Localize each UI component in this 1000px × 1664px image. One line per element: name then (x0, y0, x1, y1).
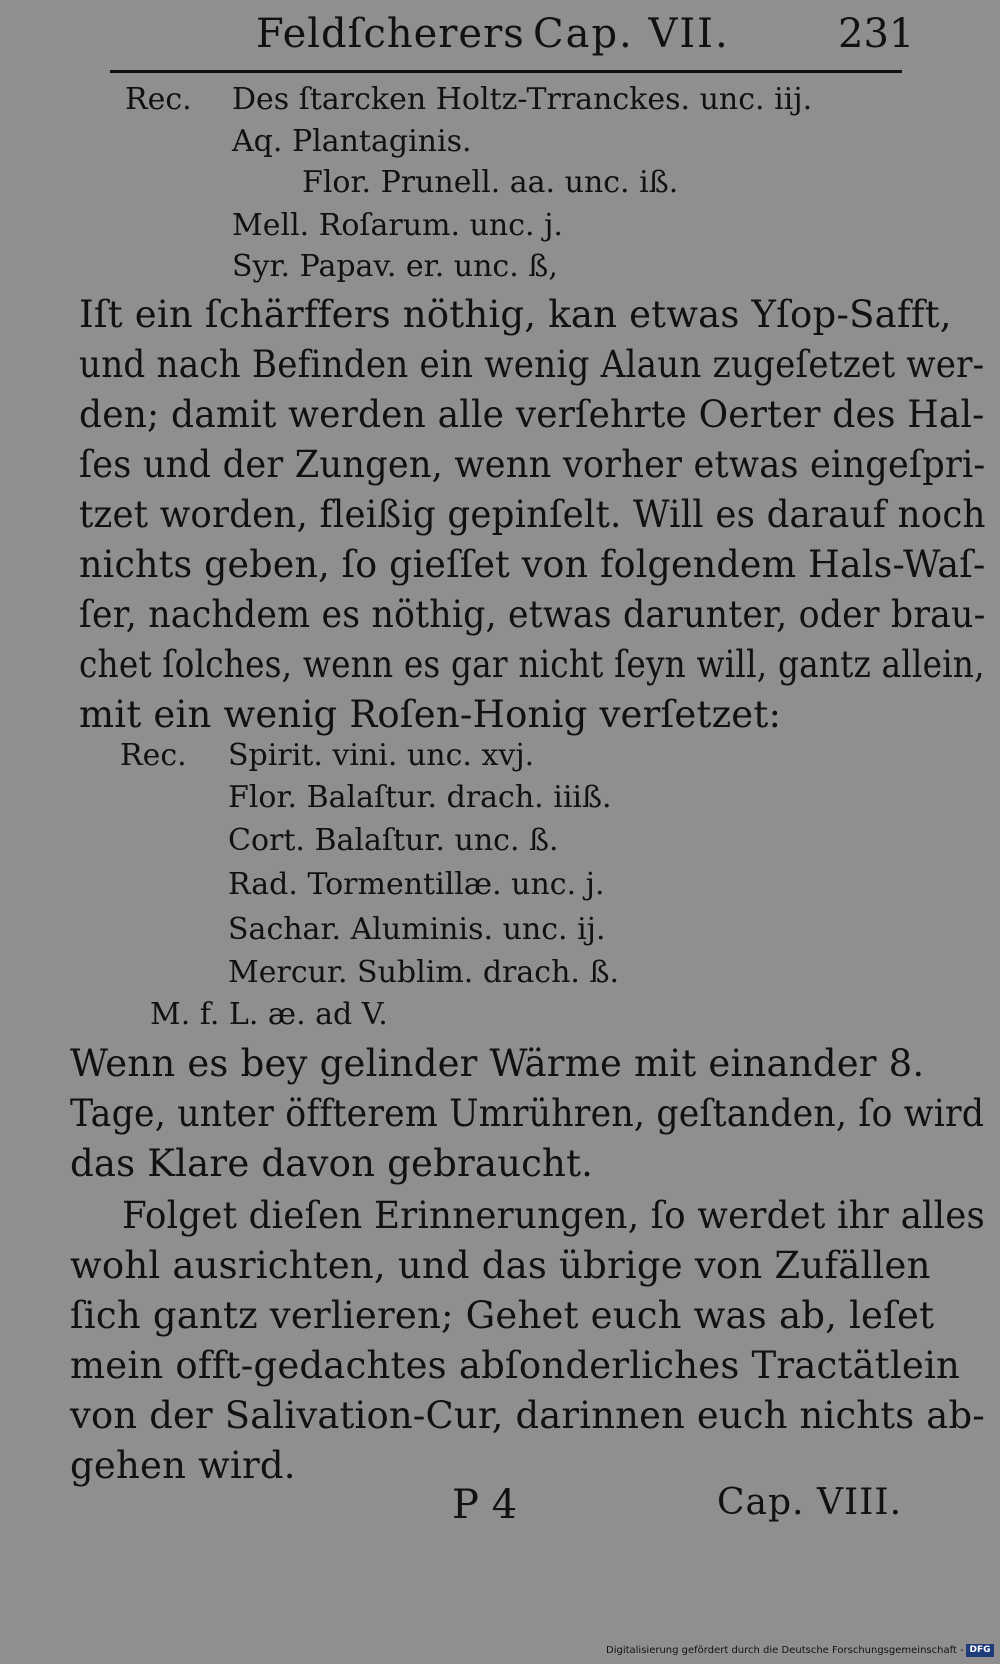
recipe-line: Mercur. Sublim. drach. ß. (228, 955, 620, 990)
text-line: chet ſolches, wenn es gar nicht ſeyn will, gantz allein, (79, 643, 985, 686)
recipe-line: Syr. Papav. er. unc. ß, (232, 249, 558, 284)
recipe-line: M. f. L. æ. ad V. (150, 997, 388, 1032)
text-line: Iſt ein ſchärffers nöthig, kan etwas Yſop-Safft, (79, 293, 952, 336)
header-rule (110, 70, 902, 73)
recipe-line: Cort. Balaſtur. unc. ß. (228, 823, 559, 858)
text-line: den; damit werden alle verſehrte Oerter des Hal- (79, 393, 985, 436)
dfg-logo: DFG (966, 1644, 994, 1657)
recipe-line: Mell. Roſarum. unc. j. (232, 208, 563, 243)
recipe-line: Aq. Plantaginis. (232, 124, 472, 159)
recipe-label: Rec. (125, 82, 192, 117)
text-line: Tage, unter öffterem Umrühren, geſtanden, ſo wird (70, 1092, 985, 1135)
recipe-label: Rec. (120, 738, 187, 773)
recipe-line: Des ſtarcken Holtz-Trranckes. unc. iij. (232, 82, 813, 117)
running-head: Feldſcherers (256, 11, 525, 57)
text-line: nichts geben, ſo gieſſet von folgendem Hals-Waſ- (79, 543, 986, 586)
recipe-line: Flor. Balaſtur. drach. iiiß. (228, 780, 612, 815)
signature-mark: P 4 (452, 1482, 518, 1528)
chapter-heading: Cap. VII. (533, 11, 730, 57)
text-line: tzet worden, fleißig gepinſelt. Will es darauf noch (79, 493, 986, 536)
text-line: Folget dieſen Erinnerungen, ſo werdet ihr alles (122, 1194, 986, 1237)
page-number: 231 (838, 11, 915, 57)
text-line: ſes und der Zungen, wenn vorher etwas eingeſpri- (79, 443, 986, 486)
recipe-line: Spirit. vini. unc. xvj. (228, 738, 535, 773)
recipe-line: Flor. Prunell. aa. unc. iß. (302, 165, 679, 200)
text-line: gehen wird. (70, 1444, 296, 1487)
text-line: mit ein wenig Roſen-Honig verſetzet: (79, 693, 782, 736)
text-line: ſich gantz verlieren; Gehet euch was ab, leſet (70, 1294, 935, 1337)
text-line: Wenn es bey gelinder Wärme mit einander 8. (70, 1042, 925, 1085)
recipe-line: Sachar. Aluminis. unc. ij. (228, 912, 606, 947)
text-line: mein offt-gedachtes abſonderliches Tractätlein (70, 1344, 961, 1387)
text-line: und nach Befinden ein wenig Alaun zugeſetzet wer- (79, 343, 985, 386)
digitization-credit: Digitalisierung gefördert durch die Deutsche Forschungsgemeinschaft - (606, 1645, 964, 1656)
text-line: von der Salivation-Cur, darinnen euch nichts ab- (70, 1394, 985, 1437)
catchword: Cap. VIII. (717, 1482, 903, 1523)
text-line: wohl ausrichten, und das übrige von Zufällen (70, 1244, 931, 1287)
recipe-line: Rad. Tormentillæ. unc. j. (228, 867, 605, 902)
text-line: ſer, nachdem es nöthig, etwas darunter, oder brau- (79, 593, 986, 636)
text-line: das Klare davon gebraucht. (70, 1142, 594, 1185)
